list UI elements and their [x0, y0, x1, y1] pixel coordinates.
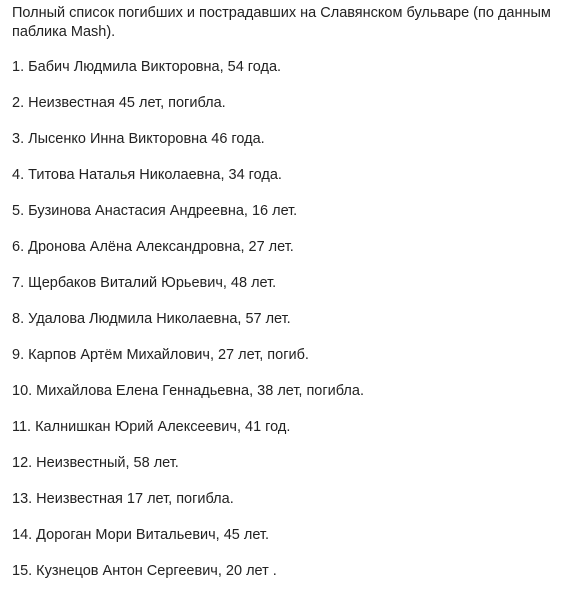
- list-item: 6. Дронова Алёна Александровна, 27 лет.: [12, 239, 294, 255]
- post-body: [12, 4, 557, 598]
- list-item: 4. Титова Наталья Николаевна, 34 года.: [12, 167, 282, 183]
- list-item: 5. Бузинова Анастасия Андреевна, 16 лет.: [12, 203, 298, 219]
- list-item: 1. Бабич Людмила Викторовна, 54 года.: [12, 59, 282, 75]
- list-item: 10. Михайлова Елена Геннадьевна, 38 лет, погибла.: [12, 383, 364, 399]
- post-intro: Полный список погибших и пострадавших на Славянском бульваре (по данным паблика Mash).: [12, 5, 551, 40]
- list-item: 2. Неизвестная 45 лет, погибла.: [12, 95, 226, 111]
- list-item: 11. Калнишкан Юрий Алексеевич, 41 год.: [12, 419, 291, 435]
- list-item: 15. Кузнецов Антон Сергеевич, 20 лет .: [12, 563, 277, 579]
- casualty-list: [12, 58, 557, 581]
- list-item: 12. Неизвестный, 58 лет.: [12, 455, 179, 471]
- list-item: 9. Карпов Артём Михайлович, 27 лет, погиб.: [12, 347, 309, 363]
- list-item: 7. Щербаков Виталий Юрьевич, 48 лет.: [12, 275, 277, 291]
- list-item: 8. Удалова Людмила Николаевна, 57 лет.: [12, 311, 291, 327]
- list-item: 14. Дороган Мори Витальевич, 45 лет.: [12, 527, 269, 543]
- list-item: 13. Неизвестная 17 лет, погибла.: [12, 491, 234, 507]
- list-item: 3. Лысенко Инна Викторовна 46 года.: [12, 131, 265, 147]
